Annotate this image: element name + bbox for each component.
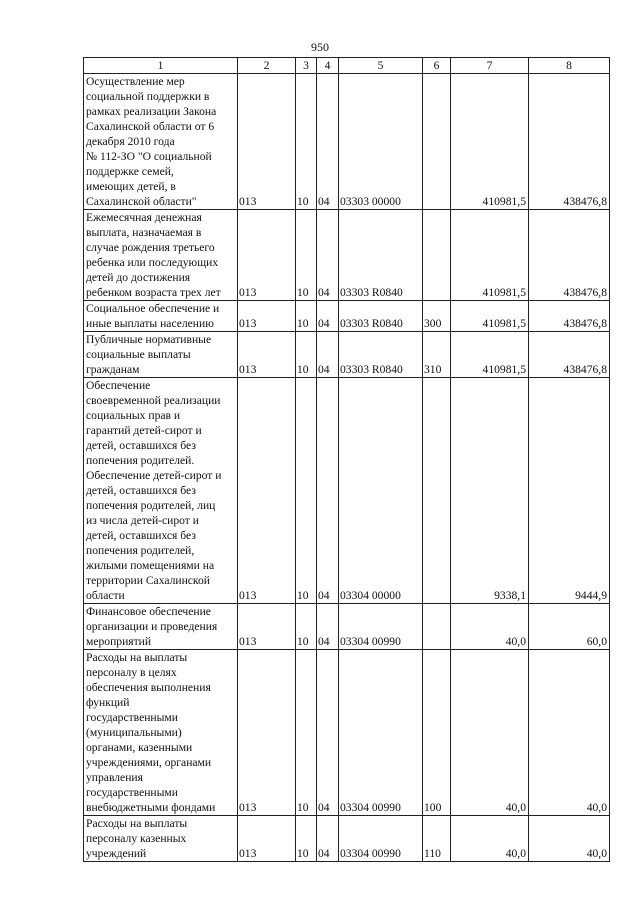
description-line: имеющих детей, в [86,180,176,193]
code-cell: 013 [238,816,296,862]
page-number: 950 [311,40,329,54]
subsection-cell: 04 [317,210,339,301]
target-article-cell: 03303 00000 [339,74,423,210]
amount-cell: 438476,8 [529,74,610,210]
section-cell: 10 [296,816,317,862]
amount-cell: 40,0 [451,816,529,862]
amount-cell: 410981,5 [451,301,529,332]
description-line: внебюджетными фондами [86,801,216,814]
target-article-cell: 03303 R0840 [339,301,423,332]
description-line: социальные выплаты [86,348,191,361]
section-cell: 10 [296,604,317,650]
amount-cell: 40,0 [451,650,529,816]
row-description [84,301,238,332]
description-line: поддержке семей, [86,165,174,178]
header-cell: 7 [451,58,529,74]
description-line: учреждениями, органами [86,756,212,769]
header-cell: 5 [339,58,423,74]
amount-cell: 60,0 [529,604,610,650]
row-description [84,210,238,301]
table-row [84,74,610,210]
table-row [84,604,610,650]
description-line: Обеспечение [86,379,151,392]
description-line: организации и проведения [86,620,218,633]
table-row [84,301,610,332]
description-line: персоналу казенных [86,832,187,845]
code-cell: 013 [238,210,296,301]
section-cell: 10 [296,650,317,816]
amount-cell: 438476,8 [529,210,610,301]
section-cell: 10 [296,378,317,604]
table-row [84,816,610,862]
expense-type-cell: 100 [423,650,451,816]
description-line: детей, оставшихся без [86,439,196,452]
description-line: детей до достижения [86,271,191,284]
description-line: функций [86,696,130,709]
code-cell: 013 [238,650,296,816]
description-line: ребенком возраста трех лет [86,286,221,299]
subsection-cell: 04 [317,378,339,604]
description-line: социальной поддержки в [86,90,210,103]
subsection-cell: 04 [317,301,339,332]
amount-cell: 438476,8 [529,332,610,378]
target-article-cell: 03303 R0840 [339,210,423,301]
budget-table [83,57,610,862]
table-row [84,210,610,301]
description-line: жилыми помещениями на [86,559,215,572]
target-article-cell: 03304 00990 [339,816,423,862]
amount-cell: 438476,8 [529,301,610,332]
target-article-cell: 03303 R0840 [339,332,423,378]
expense-type-cell: 110 [423,816,451,862]
code-cell: 013 [238,604,296,650]
section-cell: 10 [296,74,317,210]
description-line: попечения родителей, лиц [86,499,216,512]
description-line: территории Сахалинской [86,574,210,587]
amount-cell: 40,0 [529,650,610,816]
description-line: Сахалинской области" [86,195,197,208]
description-line: случае рождения третьего [86,241,215,254]
header-cell: 1 [84,58,238,74]
code-cell: 013 [238,74,296,210]
description-line: Ежемесячная денежная [86,211,202,224]
section-cell: 10 [296,332,317,378]
description-line: гарантий детей-сирот и [86,424,202,437]
amount-cell: 9444,9 [529,378,610,604]
description-line: из числа детей-сирот и [86,514,199,527]
code-cell: 013 [238,378,296,604]
description-line: управления [86,771,143,784]
description-line: Финансовое обеспечение [86,605,211,618]
table-row [84,332,610,378]
row-description [84,816,238,862]
header-cell: 2 [238,58,296,74]
description-line: попечения родителей, [86,544,195,557]
code-cell: 013 [238,332,296,378]
description-line: обеспечения выполнения [86,681,211,694]
target-article-cell: 03304 00990 [339,650,423,816]
description-line: Публичные нормативные [86,333,212,346]
subsection-cell: 04 [317,74,339,210]
description-line: Сахалинской области от 6 [86,120,215,133]
description-line: Расходы на выплаты [86,817,188,830]
description-line: попечения родителей. [86,454,195,467]
description-line: декабря 2010 года [86,135,175,148]
amount-cell: 410981,5 [451,332,529,378]
description-line: Социальное обеспечение и [86,302,220,315]
subsection-cell: 04 [317,332,339,378]
description-line: рамках реализации Закона [86,105,217,118]
target-article-cell: 03304 00990 [339,604,423,650]
section-cell: 10 [296,210,317,301]
description-line: детей, оставшихся без [86,484,196,497]
row-description [84,332,238,378]
description-line: выплата, назначаемая в [86,226,202,239]
description-line: иные выплаты населению [86,317,214,330]
subsection-cell: 04 [317,604,339,650]
subsection-cell: 04 [317,816,339,862]
row-description [84,74,238,210]
header-cell: 4 [317,58,339,74]
description-line: Обеспечение детей-сирот и [86,469,222,482]
section-cell: 10 [296,301,317,332]
amount-cell: 40,0 [451,604,529,650]
expense-type-cell: 300 [423,301,451,332]
header-cell: 6 [423,58,451,74]
target-article-cell: 03304 00000 [339,378,423,604]
description-line: Расходы на выплаты [86,651,188,664]
description-line: (муниципальными) [86,726,182,739]
expense-type-cell [423,210,451,301]
description-line: учреждений [86,847,147,860]
table-row [84,650,610,816]
amount-cell: 9338,1 [451,378,529,604]
expense-type-cell [423,378,451,604]
header-cell: 8 [529,58,610,74]
row-description [84,604,238,650]
description-line: детей, оставшихся без [86,529,196,542]
description-line: гражданам [86,363,140,376]
description-line: Осуществление мер [86,75,185,88]
amount-cell: 410981,5 [451,74,529,210]
description-line: области [86,589,125,602]
amount-cell: 40,0 [529,816,610,862]
subsection-cell: 04 [317,650,339,816]
description-line: государственными [86,711,178,724]
header-row [84,58,610,74]
header-cell: 3 [296,58,317,74]
description-line: органами, казенными [86,741,193,754]
table-row [84,378,610,604]
description-line: мероприятий [86,635,152,648]
description-line: государственными [86,786,178,799]
description-line: социальных прав и [86,409,181,422]
description-line: своевременной реализации [86,394,221,407]
row-description [84,378,238,604]
description-line: персоналу в целях [86,666,177,679]
expense-type-cell [423,74,451,210]
row-description [84,650,238,816]
amount-cell: 410981,5 [451,210,529,301]
expense-type-cell: 310 [423,332,451,378]
description-line: ребенка или последующих [86,256,219,269]
description-line: № 112-ЗО "О социальной [86,150,212,163]
expense-type-cell [423,604,451,650]
code-cell: 013 [238,301,296,332]
